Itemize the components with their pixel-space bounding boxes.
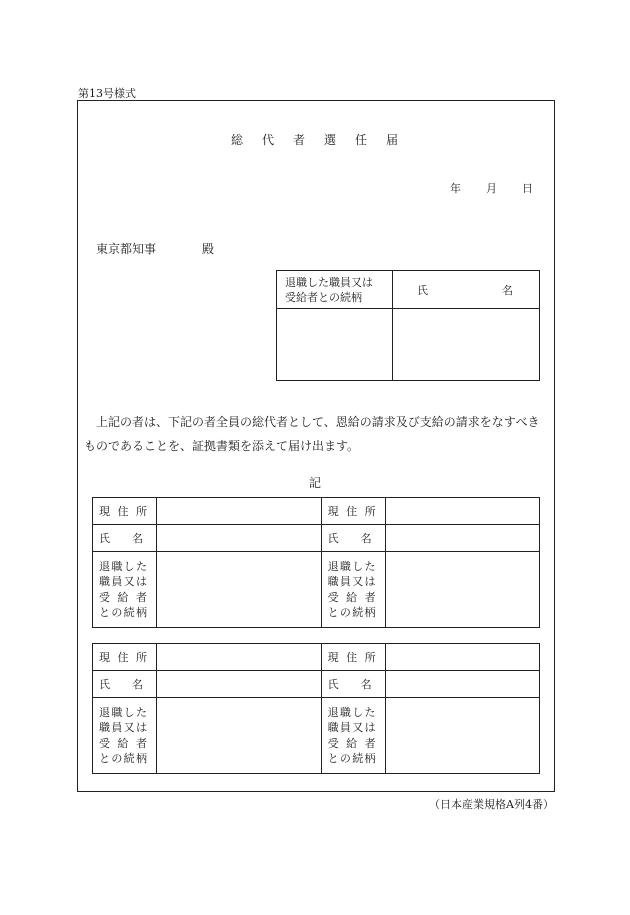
address-input-cell[interactable] xyxy=(157,498,322,525)
address-label: 現 住 所 xyxy=(321,498,385,525)
name-header-char: 氏 xyxy=(417,283,428,297)
name-input-cell[interactable] xyxy=(157,671,322,698)
members-table-1 xyxy=(92,497,540,628)
relation-header-line: 退職した職員又は xyxy=(285,275,373,289)
addressee: 東京都知事 xyxy=(96,242,157,256)
relation-header-line: 受給者との続柄 xyxy=(285,290,362,304)
date-year: 年 xyxy=(450,182,461,195)
title-char: 総 xyxy=(230,133,244,147)
address-label: 現 住 所 xyxy=(93,498,157,525)
name-input-cell[interactable] xyxy=(393,309,540,381)
ki-heading: 記 xyxy=(308,476,321,490)
relation-input-cell[interactable] xyxy=(385,552,539,628)
address-input-cell[interactable] xyxy=(157,644,322,671)
name-input-cell[interactable] xyxy=(157,525,322,552)
declaration-text: 上記の者は、下記の者全員の総代者として、恩給の請求及び支給の請求をなすべきものであることを、証拠書類を添えて届け出ます。 xyxy=(84,415,540,453)
members-table-2 xyxy=(92,643,540,774)
representative-table xyxy=(276,270,540,381)
date-month: 月 xyxy=(486,182,497,195)
name-label: 氏 名 xyxy=(93,671,157,698)
title-char: 選 xyxy=(324,133,338,147)
title-char: 届 xyxy=(386,133,400,147)
name-label: 氏 名 xyxy=(93,525,157,552)
relation-label: 退 職 し た 職 員 又 は 受 給 者 と の 続 柄 xyxy=(321,698,385,774)
paper-size-note: （日本産業規格A列4番） xyxy=(429,798,554,811)
address-label: 現 住 所 xyxy=(321,644,385,671)
relation-input-cell[interactable] xyxy=(157,552,322,628)
relation-header xyxy=(277,271,393,309)
date-day: 日 xyxy=(522,182,533,195)
relation-label: 退 職 し た 職 員 又 は 受 給 者 と の 続 柄 xyxy=(321,552,385,628)
name-input-cell[interactable] xyxy=(385,525,539,552)
address-input-cell[interactable] xyxy=(385,644,539,671)
relation-label: 退 職 し た 職 員 又 は 受 給 者 と の 続 柄 xyxy=(93,698,157,774)
form-number: 第13号様式 xyxy=(78,87,136,100)
name-header xyxy=(393,271,540,309)
relation-label: 退 職 し た 職 員 又 は 受 給 者 と の 続 柄 xyxy=(93,552,157,628)
relation-input-cell[interactable] xyxy=(385,698,539,774)
honorific: 殿 xyxy=(202,242,215,256)
name-input-cell[interactable] xyxy=(385,671,539,698)
title-char: 代 xyxy=(261,133,275,147)
form-title xyxy=(0,131,630,148)
name-header-char: 名 xyxy=(502,283,513,297)
name-label: 氏 名 xyxy=(321,525,385,552)
name-label: 氏 名 xyxy=(321,671,385,698)
relation-input-cell[interactable] xyxy=(157,698,322,774)
title-char: 任 xyxy=(355,133,369,147)
address-input-cell[interactable] xyxy=(385,498,539,525)
address-label: 現 住 所 xyxy=(93,644,157,671)
title-char: 者 xyxy=(292,133,306,147)
relation-input-cell[interactable] xyxy=(277,309,393,381)
